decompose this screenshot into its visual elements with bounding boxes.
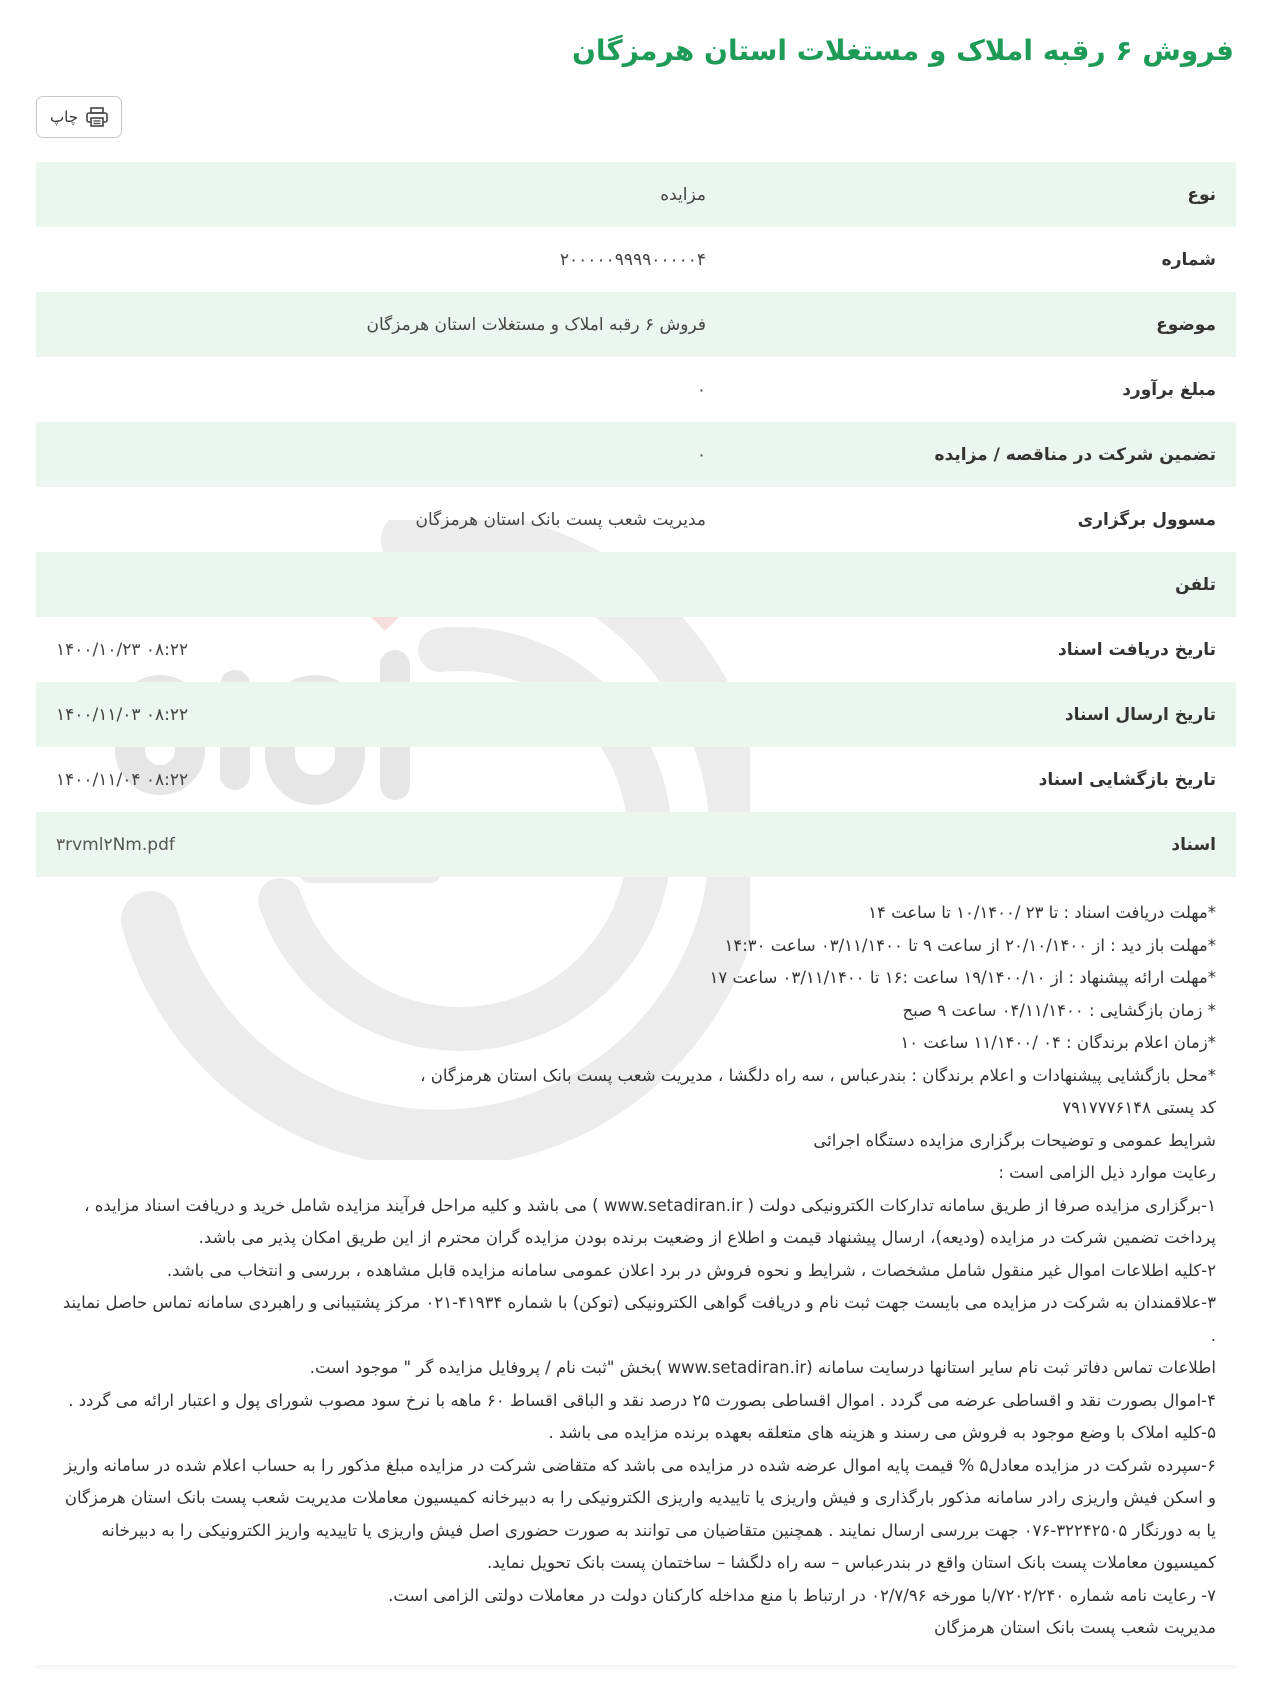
row-value: ۲۰۰۰۰۰۹۹۹۹۰۰۰۰۰۴ — [559, 249, 706, 270]
description-line: * زمان بازگشایی : ۰۴/۱۱/۱۴۰۰ ساعت ۹ صبح — [902, 1000, 1216, 1020]
row-label: مبلغ برآورد — [1122, 379, 1216, 400]
description-line: *زمان اعلام برندگان : ۰۴ /۱۱/۱۴۰۰ ساعت ۱۰ — [900, 1033, 1216, 1052]
description-line: *مهلت ارائه پیشنهاد : از ۱۹/۱۴۰۰/۱۰ ساعت :۱۶ تا ۰۳/۱۱/۱۴۰۰ ساعت ۱۷ — [709, 968, 1216, 987]
row-estimate — [36, 357, 1236, 422]
description-line: ۵-کلیه املاک با وضع موجود به فروش می رسند و هزینه های متعلقه بعهده برنده مزایده می باشد . — [548, 1423, 1216, 1442]
description-line: شرایط عمومی و توضیحات برگزاری مزایده دستگاه اجرائی — [813, 1130, 1216, 1150]
row-label: موضوع — [1156, 314, 1216, 335]
row-label: تلفن — [1175, 574, 1216, 595]
row-send-date — [36, 682, 1236, 747]
row-value: ۱۴۰۰/۱۱/۰۳ ۰۸:۲۲ — [56, 704, 189, 725]
row-value: مزایده — [660, 184, 706, 205]
row-label: اسناد — [1171, 834, 1216, 855]
row-type — [36, 162, 1236, 227]
row-value — [36, 552, 706, 617]
toolbar — [36, 96, 1236, 162]
document-file-link[interactable]: ۳rvml۲Nm.pdf — [56, 834, 175, 855]
description-line: رعایت موارد ذیل الزامی است : — [998, 1163, 1216, 1182]
description-line: ۴-اموال بصورت نقد و اقساطی عرضه می گردد . اموال اقساطی بصورت ۲۵ درصد نقد و الباقی اقساط ۶۰ ماهه با نرخ سود مصوب شورای پول و اعتبار ارائه می گردد . — [68, 1390, 1216, 1410]
row-receive-date — [36, 617, 1236, 682]
row-label: تضمین شرکت در مناقصه / مزایده — [934, 444, 1216, 465]
description-line: *مهلت باز دید : از ۲۰/۱۰/۱۴۰۰ از ساعت ۹ تا ۰۳/۱۱/۱۴۰۰ ساعت ۱۴:۳۰ — [724, 935, 1216, 955]
row-organizer — [36, 487, 1236, 552]
description-line: ۳-علاقمندان به شرکت در مزایده می بایست جهت ثبت نام و دریافت گواهی الکترونیکی (توکن) با شماره ۴۱۹۳۴-۰۲۱ مرکز پشتیبانی و راهبردی سامانه تماس حاصل نمایند . — [62, 1293, 1216, 1345]
description-line: ۶-سپرده شرکت در مزایده معادل۵ % قیمت پایه اموال عرضه شده در مزایده می باشد که متقاضی شرکت در مزایده مبلغ مذکور را به حساب اعلام شده در سامانه واریز و اسکن فیش واریزی رادر سامانه مذکور بارگذاری و فیش واریزی یا تاییدیه واریزی الکترونیکی را به دبیرخانه کمیسیون معاملات مدیریت شعب پست بانک استان هرمزگان یا به دورنگار ۳۲۲۴۲۵۰۵-۰۷۶ جهت بررسی ارسال نمایند . همچنین متقاضیان می توانند به صورت حضوری اصل فیش واریزی یا تاییدیه واریز الکترونیکی را به دبیرخانه کمیسیون معاملات پست بانک استان واقع در بندرعباس – سه راه دلگشا – ساختمان پست بانک تحویل نماید. — [64, 1455, 1216, 1572]
row-label: تاریخ بازگشایی اسناد — [1038, 769, 1216, 790]
row-number — [36, 227, 1236, 292]
description-line: *مهلت دریافت اسناد : تا ۲۳ /۱۰/۱۴۰۰ تا ساعت ۱۴ — [868, 903, 1216, 922]
row-value: فروش ۶ رقبه املاک و مستغلات استان هرمزگان — [366, 314, 706, 335]
row-label: شماره — [1161, 249, 1216, 270]
printer-icon — [86, 107, 108, 127]
row-label: نوع — [1187, 184, 1216, 205]
description-line: مدیریت شعب پست بانک استان هرمزگان — [934, 1618, 1216, 1637]
row-value: ۱۴۰۰/۱۱/۰۴ ۰۸:۲۲ — [56, 769, 189, 790]
row-opening-date — [36, 747, 1236, 812]
description-line: ۱-برگزاری مزایده صرفا از طریق سامانه تدارکات الکترونیکی دولت ( www.setadiran.ir ) می باشد و کلیه مراحل فرآیند مزایده شامل خرید و دریافت اسناد مزایده ، پرداخت تضمین شرکت در مزایده (ودیعه)، ارسال پیشنهاد قیمت و اطلاع از وضعیت برنده بودن مزایده گران محترم از این طریق امکان پذیر می باشد. — [84, 1195, 1216, 1247]
footer-divider — [36, 1665, 1236, 1671]
row-value: مدیریت شعب پست بانک استان هرمزگان — [415, 509, 706, 530]
row-value: ۱۴۰۰/۱۰/۲۳ ۰۸:۲۲ — [56, 639, 189, 660]
page-title: فروش ۶ رقبه املاک و مستغلات استان هرمزگان — [572, 34, 1234, 67]
row-guarantee — [36, 422, 1236, 487]
row-value: ۰ — [696, 379, 706, 400]
print-label: چاپ — [50, 108, 78, 126]
row-value: ۰ — [696, 444, 706, 465]
row-documents — [36, 812, 1236, 877]
description-line: اطلاعات تماس دفاتر ثبت نام سایر استانها درسایت سامانه (www.setadiran.ir )بخش "ثبت نام / پروفایل مزایده گر " موجود است. — [309, 1358, 1216, 1377]
print-button[interactable] — [36, 96, 122, 138]
description-line: ۷- رعایت نامه شماره ۷۲۰۲/۲۴۰/با مورخه ۰۲/۷/۹۶ در ارتباط با منع مداخله کارکنان دولت در معاملات دولتی الزامی است. — [388, 1585, 1216, 1605]
row-label: مسوول برگزاری — [1077, 509, 1216, 530]
row-subject — [36, 292, 1236, 357]
description — [36, 877, 1236, 1645]
row-label: تاریخ ارسال اسناد — [1064, 704, 1216, 725]
tender-info-table — [36, 162, 1236, 877]
description-line: کد پستی ۷۹۱۷۷۷۶۱۴۸ — [1062, 1098, 1216, 1117]
description-line: *محل بازگشایی پیشنهادات و اعلام برندگان : بندرعباس ، سه راه دلگشا ، مدیریت شعب پست بانک استان هرمزگان ، — [420, 1065, 1216, 1085]
description-line: ۲-کلیه اطلاعات اموال غیر منقول شامل مشخصات ، شرایط و نحوه فروش در برد اعلان عمومی سامانه مزایده قابل مشاهده ، بررسی و انتخاب می باشد. — [166, 1260, 1216, 1280]
row-phone — [36, 552, 1236, 617]
row-label: تاریخ دریافت اسناد — [1057, 639, 1216, 660]
